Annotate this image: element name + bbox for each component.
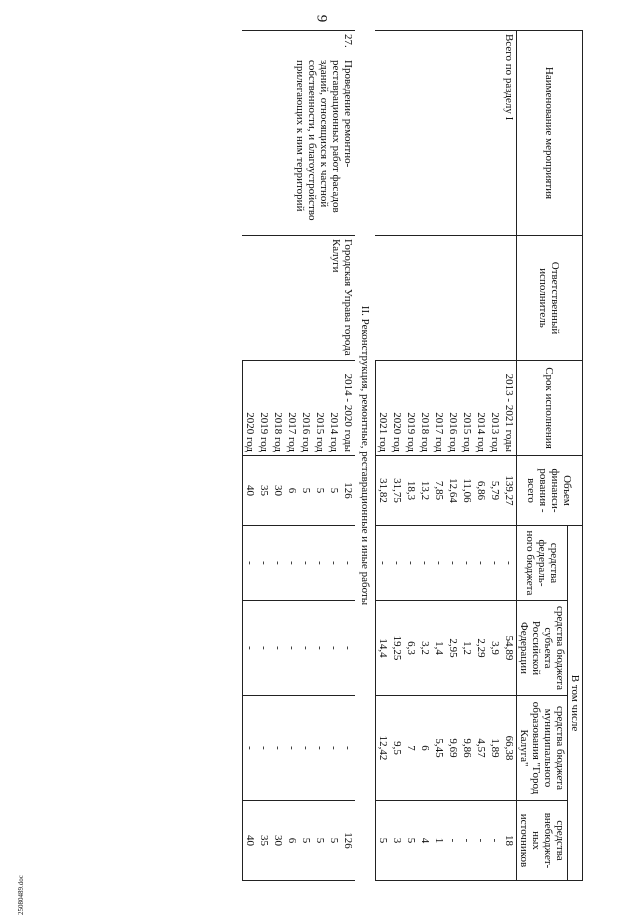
cell-ext: 40 [243, 801, 258, 881]
cell-ext: 3 [390, 801, 404, 881]
item-name: Всего по разделу I [503, 34, 515, 121]
cell-subj: 3,9 [488, 601, 502, 696]
cell-fed: - [285, 526, 299, 601]
cell-subj: 3,2 [418, 601, 432, 696]
cell-fed: - [390, 526, 404, 601]
cell-total: 12,64 [446, 456, 460, 526]
cell-fed: - [299, 526, 313, 601]
table-row [502, 31, 517, 881]
cell-ext: 5 [376, 801, 391, 881]
cell-mun: 66,38 [502, 696, 517, 801]
cell-mun: - [341, 696, 355, 801]
cell-term: 2021 год [376, 361, 391, 456]
cell-ext: 5 [299, 801, 313, 881]
cell-subj: 14,4 [376, 601, 391, 696]
page-number: 9 [313, 14, 330, 23]
cell-mun: 12,42 [376, 696, 391, 801]
cell-ext: 35 [257, 801, 271, 881]
cell-subj: - [341, 601, 355, 696]
header-name: Наименование мероприятия [517, 31, 583, 236]
cell-total: 31,75 [390, 456, 404, 526]
cell-term: 2015 год [460, 361, 474, 456]
header-executor: Ответственный исполнитель [517, 236, 583, 361]
cell-term: 2013 год [488, 361, 502, 456]
cell-total: 18,3 [404, 456, 418, 526]
header-fed: средства федераль-ного бюджета [517, 526, 568, 601]
footer-code: 25080489.doc [17, 875, 25, 915]
item-executor [376, 236, 517, 361]
cell-subj: - [243, 601, 258, 696]
cell-fed: - [243, 526, 258, 601]
cell-fed: - [341, 526, 355, 601]
cell-ext: 5 [313, 801, 327, 881]
item-number: 27. [342, 34, 354, 48]
cell-term: 2020 год [243, 361, 258, 456]
cell-subj: - [327, 601, 341, 696]
cell-mun: - [243, 696, 258, 801]
cell-mun: - [313, 696, 327, 801]
cell-fed: - [418, 526, 432, 601]
cell-term: 2016 год [446, 361, 460, 456]
cell-term: 2014 год [327, 361, 341, 456]
section-title: II. Реконструкция, ремонтные, реставрационные и иные работы [359, 305, 371, 606]
cell-subj: 1,4 [432, 601, 446, 696]
header-total: Объем финанси-рования - всего [517, 456, 583, 526]
item-name: Проведение ремонтно-реставрационных работ фасадов зданий, относящихся к частной собственности, и благоустройство прилегающих к ним территорий [294, 60, 354, 221]
cell-mun: - [285, 696, 299, 801]
cell-term: 2016 год [299, 361, 313, 456]
cell-ext: - [474, 801, 488, 881]
cell-total: 31,82 [376, 456, 391, 526]
cell-mun: 5,45 [432, 696, 446, 801]
cell-term: 2015 год [313, 361, 327, 456]
cell-fed: - [432, 526, 446, 601]
cell-term: 2013 - 2021 годы [502, 361, 517, 456]
cell-ext: 126 [341, 801, 355, 881]
cell-fed: - [446, 526, 460, 601]
cell-ext: - [488, 801, 502, 881]
cell-mun: 1,89 [488, 696, 502, 801]
item-name-cell [243, 31, 356, 236]
cell-term: 2014 - 2020 годы [341, 361, 355, 456]
cell-fed: - [474, 526, 488, 601]
cell-mun: 9,69 [446, 696, 460, 801]
cell-subj: - [285, 601, 299, 696]
cell-term: 2017 год [285, 361, 299, 456]
total-block [376, 31, 517, 881]
financing-table [242, 30, 583, 881]
cell-total: 6 [285, 456, 299, 526]
cell-fed: - [313, 526, 327, 601]
cell-term: 2018 год [418, 361, 432, 456]
cell-subj: 2,29 [474, 601, 488, 696]
cell-total: 6,86 [474, 456, 488, 526]
cell-total: 7,85 [432, 456, 446, 526]
cell-mun: - [299, 696, 313, 801]
cell-fed: - [327, 526, 341, 601]
cell-total: 5 [299, 456, 313, 526]
table-row [341, 31, 355, 881]
cell-subj: - [313, 601, 327, 696]
cell-fed: - [257, 526, 271, 601]
header-incl: В том числе [568, 526, 583, 881]
header-ext: средства внебюджет-ных источников [517, 801, 568, 881]
cell-term: 2020 год [390, 361, 404, 456]
cell-subj: 6,3 [404, 601, 418, 696]
cell-mun: 9,86 [460, 696, 474, 801]
cell-mun: - [271, 696, 285, 801]
cell-term: 2018 год [271, 361, 285, 456]
cell-term: 2019 год [257, 361, 271, 456]
cell-ext: 30 [271, 801, 285, 881]
cell-subj: 54,89 [502, 601, 517, 696]
cell-ext: - [460, 801, 474, 881]
cell-total: 139,27 [502, 456, 517, 526]
item-executor: Городская Управа города Калуги [243, 236, 356, 361]
cell-ext: 18 [502, 801, 517, 881]
cell-fed: - [460, 526, 474, 601]
cell-subj: 19,25 [390, 601, 404, 696]
cell-total: 5 [327, 456, 341, 526]
cell-fed: - [376, 526, 391, 601]
cell-mun: - [327, 696, 341, 801]
header-term: Срок исполнения [517, 361, 583, 456]
cell-subj: 2,95 [446, 601, 460, 696]
rotated-table-container [53, 30, 583, 880]
cell-term: 2014 год [474, 361, 488, 456]
cell-total: 5,79 [488, 456, 502, 526]
cell-subj: 1,2 [460, 601, 474, 696]
item-name-cell [376, 31, 517, 236]
cell-fed: - [502, 526, 517, 601]
cell-ext: 5 [404, 801, 418, 881]
cell-total: 11,06 [460, 456, 474, 526]
cell-term: 2017 год [432, 361, 446, 456]
cell-subj: - [299, 601, 313, 696]
cell-ext: 1 [432, 801, 446, 881]
header-mun: средства бюджета муниципального образования "Город Калуга" [517, 696, 568, 801]
header-subj: средства бюджета субъекта Российской Федерации [517, 601, 568, 696]
cell-subj: - [257, 601, 271, 696]
cell-ext: 5 [327, 801, 341, 881]
cell-mun: 7 [404, 696, 418, 801]
cell-mun: 9,5 [390, 696, 404, 801]
cell-total: 35 [257, 456, 271, 526]
cell-fed: - [488, 526, 502, 601]
cell-ext: 4 [418, 801, 432, 881]
cell-total: 5 [313, 456, 327, 526]
cell-mun: 4,57 [474, 696, 488, 801]
cell-fed: - [271, 526, 285, 601]
cell-total: 13,2 [418, 456, 432, 526]
cell-term: 2019 год [404, 361, 418, 456]
cell-mun: - [257, 696, 271, 801]
cell-ext: 6 [285, 801, 299, 881]
cell-total: 40 [243, 456, 258, 526]
item-27-block [243, 31, 356, 881]
cell-subj: - [271, 601, 285, 696]
cell-mun: 6 [418, 696, 432, 801]
cell-fed: - [404, 526, 418, 601]
cell-total: 30 [271, 456, 285, 526]
cell-total: 126 [341, 456, 355, 526]
cell-ext: - [446, 801, 460, 881]
